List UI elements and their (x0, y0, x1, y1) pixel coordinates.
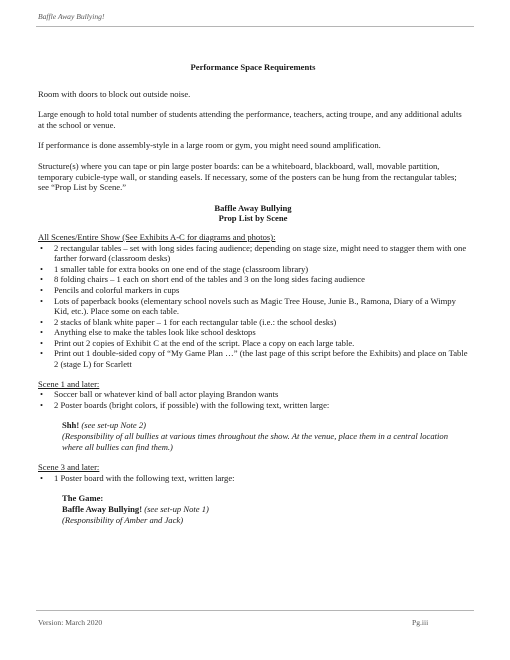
section-heading-scene-1: Scene 1 and later: (38, 378, 100, 389)
bullet-icon: • (40, 327, 44, 338)
list-item: • 1 smaller table for extra books on one end of the stage (classroom library) (40, 263, 309, 274)
section-heading-scene-3: Scene 3 and later: (38, 462, 100, 473)
footer-version: Version: March 2020 (38, 618, 103, 627)
bullet-icon: • (40, 472, 44, 483)
list-item: • Anything else to make the tables look like school desktops (40, 327, 256, 338)
bullet-icon: • (40, 295, 44, 306)
paragraph-room: Room with doors to block out outside noise. (38, 88, 191, 99)
list-item: • 8 folding chairs – 1 each on short end of the tables and 3 on the long sides facing audience (40, 274, 365, 285)
list-item: • 2 Poster boards (bright colors, if possible) with the following text, written large: (40, 399, 330, 410)
section-heading-all-scenes: All Scenes/Entire Show (See Exhibits A-C for diagrams and photos): (38, 231, 276, 242)
bullet-icon: • (40, 284, 44, 295)
footer-page-number: Pg.iii (412, 618, 429, 627)
list-item: • Soccer ball or whatever kind of ball actor playing Brandon wants (40, 389, 279, 400)
header-divider (36, 26, 474, 27)
bullet-icon: • (40, 316, 44, 327)
paragraph-structures: Structure(s) where you can tape or pin large poster boards: can be a whiteboard, blackboard, wall, movable partition, temporary cubicle-type wall, or standing easels. If necessary, some of the posters can be hung from the rectangular tables; see “Prop List by Scene.” (38, 160, 457, 193)
bullet-icon: • (40, 242, 44, 253)
scene-3-list (38, 473, 468, 484)
bullet-icon: • (40, 389, 44, 400)
list-item: • 2 rectangular tables – set with long sides facing audience; depending on stage size, might need to stagger them with one farther forward (classroom desks) (40, 242, 467, 264)
page-content (38, 62, 468, 535)
bullet-icon: • (40, 263, 44, 274)
footer-divider (36, 610, 474, 611)
list-item: • Pencils and colorful markers in cups (40, 284, 180, 295)
bullet-icon: • (40, 348, 44, 359)
poster-text-shh (62, 420, 468, 452)
poster-description: (Responsibility of all bullies at various times throughout the show. At the venue, place them in a central location where all bullies can find them.) (62, 431, 449, 452)
list-item: • Print out 2 copies of Exhibit C at the end of the script. Place a copy on each large table. (40, 337, 355, 348)
bullet-icon: • (40, 399, 44, 410)
paragraph-size: Large enough to hold total number of students attending the performance, teachers, acting troupe, and any additional adults at the school or venue. (38, 109, 462, 130)
poster-line-title: Baffle Away Bullying! (see set-up Note 1) (62, 504, 209, 514)
list-item: • 1 Poster board with the following text, written large: (40, 472, 235, 483)
paragraph-sound: If performance is done assembly-style in a large room or gym, you might need sound amplification. (38, 140, 381, 151)
scene-1-list (38, 389, 468, 410)
prop-list-subtitle: Prop List by Scene (218, 213, 288, 224)
poster-responsibility: (Responsibility of Amber and Jack) (62, 514, 184, 525)
prop-list-title: Baffle Away Bullying (214, 202, 292, 213)
all-scenes-list (38, 243, 468, 370)
running-header: Baffle Away Bullying! (38, 12, 105, 21)
poster-text-game (62, 493, 468, 525)
list-item: • Print out 1 double-sided copy of “My Game Plan …” (the last page of this script before the Exhibits) and place on Table 2 (stage L) for Scarlett (40, 348, 468, 370)
bullet-icon: • (40, 337, 44, 348)
poster-line-shh: Shh! (see set-up Note 2) (62, 420, 147, 431)
poster-line-game: The Game: (62, 493, 104, 504)
list-item: • 2 stacks of blank white paper – 1 for each rectangular table (i.e.: the school desks) (40, 316, 337, 327)
page-title: Performance Space Requirements (190, 62, 316, 72)
list-item: • Lots of paperback books (elementary school novels such as Magic Tree House, Junie B., Ramona, Diary of a Wimpy Kid, etc.). Place some on each table. (40, 295, 456, 317)
bullet-icon: • (40, 274, 44, 285)
